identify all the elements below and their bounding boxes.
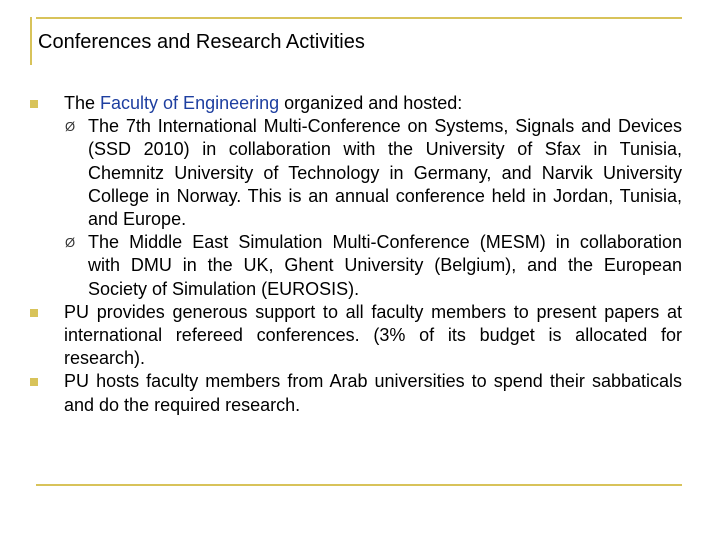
slide-title: Conferences and Research Activities — [38, 31, 365, 53]
bullet-text: PU provides generous support to all faculty members to present papers at international refereed conferences. (3% of its budget is allocated for research). — [64, 301, 682, 369]
top-rule — [36, 17, 682, 19]
bullet-item — [30, 301, 682, 371]
slashed-circle-icon: Ø — [65, 235, 76, 251]
square-bullet-icon — [30, 378, 38, 386]
sub-bullet-item — [30, 115, 682, 231]
sub-bullet-text: The 7th International Multi-Conference on Systems, Signals and Devices (SSD 2010) in collaboration with the University of Sfax in Tunisia, Chemnitz University of Technology in Germany, and Narvik University College in Norway. This is an annual conference held in Jordan, Tunisia, and Europe. — [88, 116, 682, 230]
bullet-suffix: organized and hosted: — [279, 93, 463, 113]
slashed-circle-icon: Ø — [65, 119, 76, 135]
bullet-item — [30, 92, 682, 115]
sub-bullet-text: The Middle East Simulation Multi-Conference (MESM) in collaboration with DMU in the UK, Ghent University (Belgium), and the European Society of Simulation (EUROSIS). — [88, 232, 682, 299]
square-bullet-icon — [30, 100, 38, 108]
sub-bullet-item — [30, 231, 682, 301]
left-rule — [30, 17, 32, 65]
bottom-rule — [36, 484, 682, 486]
square-bullet-icon — [30, 309, 38, 317]
faculty-highlight: Faculty of Engineering — [100, 93, 280, 113]
bullet-list — [30, 92, 682, 417]
bullet-item — [30, 370, 682, 416]
bullet-text: PU hosts faculty members from Arab universities to spend their sabbaticals and do the required research. — [64, 371, 682, 415]
bullet-prefix: The — [64, 93, 101, 113]
